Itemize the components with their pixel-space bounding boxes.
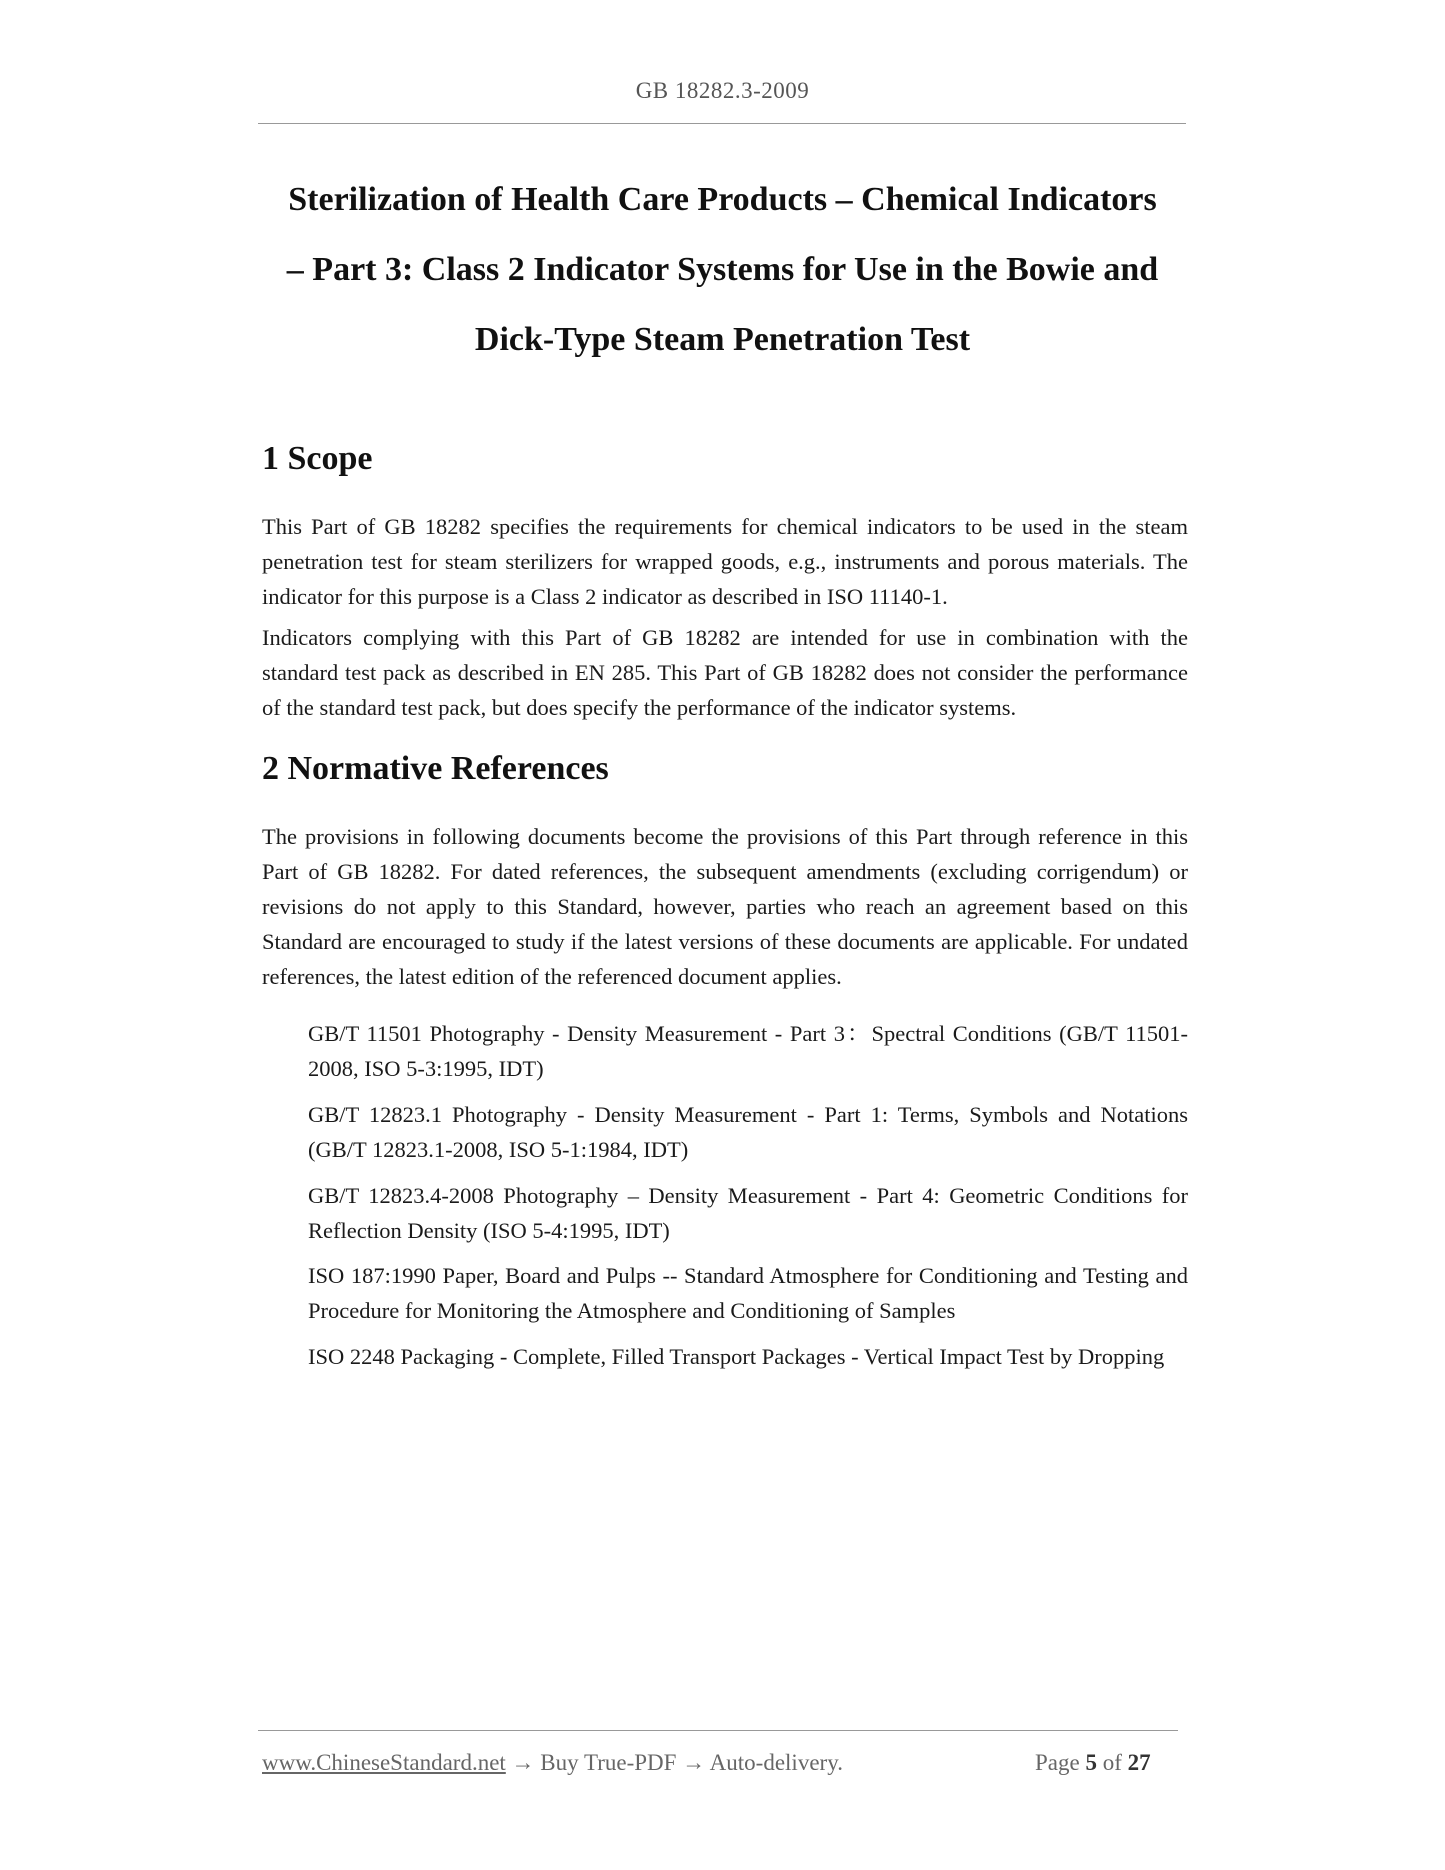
footer-divider <box>258 1730 1178 1731</box>
section-heading-scope: 1 Scope <box>262 440 373 477</box>
page-number <box>1035 1750 1151 1776</box>
section-heading-normative-references: 2 Normative References <box>262 750 609 787</box>
auto-delivery-text: Auto-delivery. <box>709 1750 843 1775</box>
reference-item: ISO 2248 Packaging - Complete, Filled Transport Packages - Vertical Impact Test by Dropping <box>308 1344 1165 1369</box>
reference-item: GB/T 12823.1 Photography - Density Measurement - Part 1: Terms, Symbols and Notations (GB/T 12823.1-2008, ISO 5-1:1984, IDT) <box>308 1102 1188 1162</box>
header-standard-code: GB 18282.3-2009 <box>635 78 810 103</box>
arrow-right-icon: → <box>682 1750 706 1775</box>
document-title <box>250 165 1195 375</box>
reference-item: ISO 187:1990 Paper, Board and Pulps -- Standard Atmosphere for Conditioning and Testing and Procedure for Monitoring the Atmosphere and Conditioning of Samples <box>308 1263 1188 1323</box>
page-label: Page <box>1035 1750 1080 1775</box>
site-link[interactable]: www.ChineseStandard.net <box>262 1750 506 1775</box>
footer-promo <box>262 1750 843 1776</box>
scope-paragraph: Indicators complying with this Part of GB 18282 are intended for use in combination with the standard test pack as described in EN 285. This Part of GB 18282 does not consider the performance of the standard test pack, but does specify the performance of the indicator systems. <box>262 625 1188 720</box>
reference-item: GB/T 11501 Photography - Density Measurement - Part 3：Spectral Conditions (GB/T 11501-2008, ISO 5-3:1995, IDT) <box>308 1021 1188 1081</box>
title-line-2: – Part 3: Class 2 Indicator Systems for Use in the Bowie and <box>286 251 1159 288</box>
title-line-3: Dick-Type Steam Penetration Test <box>474 321 971 358</box>
page-of-label: of <box>1102 1750 1122 1775</box>
buy-pdf-text: Buy True-PDF <box>540 1750 677 1775</box>
normative-intro-paragraph: The provisions in following documents become the provisions of this Part through reference in this Part of GB 18282. For dated references, the subsequent amendments (excluding corrigendum) or revisions do not apply to this Standard, however, parties who reach an agreement based on this Standard are encouraged to study if the latest versions of these documents are applicable. For undated references, the latest edition of the referenced document applies. <box>262 824 1188 989</box>
page-current: 5 <box>1085 1750 1097 1775</box>
reference-item: GB/T 12823.4-2008 Photography – Density Measurement - Part 4: Geometric Conditions for Reflection Density (ISO 5-4:1995, IDT) <box>308 1183 1188 1243</box>
title-line-1: Sterilization of Health Care Products – Chemical Indicators <box>288 181 1157 218</box>
arrow-right-icon: → <box>511 1750 535 1775</box>
page-total: 27 <box>1127 1750 1151 1775</box>
scope-paragraph: This Part of GB 18282 specifies the requirements for chemical indicators to be used in the steam penetration test for steam sterilizers for wrapped goods, e.g., instruments and porous materials. The indicator for this purpose is a Class 2 indicator as described in ISO 11140-1. <box>262 514 1188 609</box>
header-divider <box>258 123 1186 124</box>
